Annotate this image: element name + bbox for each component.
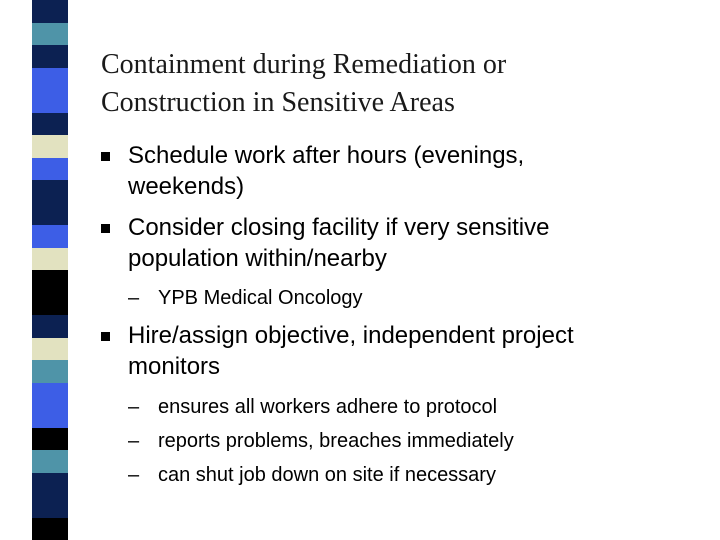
stripe-block xyxy=(32,428,68,451)
bullet-line: Hire/assign objective, independent project xyxy=(128,322,574,349)
bullet-item xyxy=(128,320,688,382)
sub-bullet-text: can shut job down on site if necessary xyxy=(158,464,496,486)
sub-bullet-item xyxy=(128,390,688,424)
stripe-block xyxy=(32,158,68,181)
bullet-line: monitors xyxy=(128,353,221,380)
bullet-item xyxy=(128,212,688,274)
square-bullet-icon xyxy=(101,152,110,161)
dash-marker: – xyxy=(128,464,140,486)
stripe-block xyxy=(32,180,68,203)
square-bullet-icon xyxy=(101,224,110,233)
stripe-block xyxy=(32,0,68,23)
stripe-block xyxy=(32,473,68,496)
stripe-block xyxy=(32,405,68,428)
bullet-line: Schedule work after hours (evenings, xyxy=(128,142,525,169)
sub-bullet-item xyxy=(128,424,688,458)
square-bullet-icon xyxy=(101,332,110,341)
sub-bullet-item xyxy=(128,281,688,315)
sub-bullet-text: reports problems, breaches immediately xyxy=(158,430,514,452)
stripe-block xyxy=(32,270,68,293)
stripe-block xyxy=(32,90,68,113)
stripe-block xyxy=(32,203,68,226)
bullet-line: population within/nearby xyxy=(128,245,387,272)
stripe-block xyxy=(32,315,68,338)
dash-marker: – xyxy=(128,287,140,309)
title-line-2: Construction in Sensitive Areas xyxy=(101,87,455,118)
stripe-block xyxy=(32,450,68,473)
dash-marker: – xyxy=(128,396,140,418)
stripe-block xyxy=(32,68,68,91)
stripe-block xyxy=(32,225,68,248)
stripe-block xyxy=(32,518,68,540)
decorative-stripe xyxy=(32,0,68,540)
sub-bullet-text: YPB Medical Oncology xyxy=(158,287,363,309)
stripe-block xyxy=(32,383,68,406)
bullet-item xyxy=(128,140,688,202)
stripe-block xyxy=(32,293,68,316)
bullet-line: weekends) xyxy=(128,173,245,200)
sub-bullet-item xyxy=(128,458,688,492)
stripe-block xyxy=(32,338,68,361)
stripe-block xyxy=(32,113,68,136)
dash-marker: – xyxy=(128,430,140,452)
stripe-block xyxy=(32,248,68,271)
slide-title xyxy=(101,46,701,122)
stripe-block xyxy=(32,495,68,518)
stripe-block xyxy=(32,135,68,158)
bullet-line: Consider closing facility if very sensitive xyxy=(128,214,550,241)
sub-bullet-text: ensures all workers adhere to protocol xyxy=(158,396,498,418)
title-line-1: Containment during Remediation or xyxy=(101,49,507,80)
stripe-block xyxy=(32,45,68,68)
stripe-block xyxy=(32,360,68,383)
stripe-block xyxy=(32,23,68,46)
